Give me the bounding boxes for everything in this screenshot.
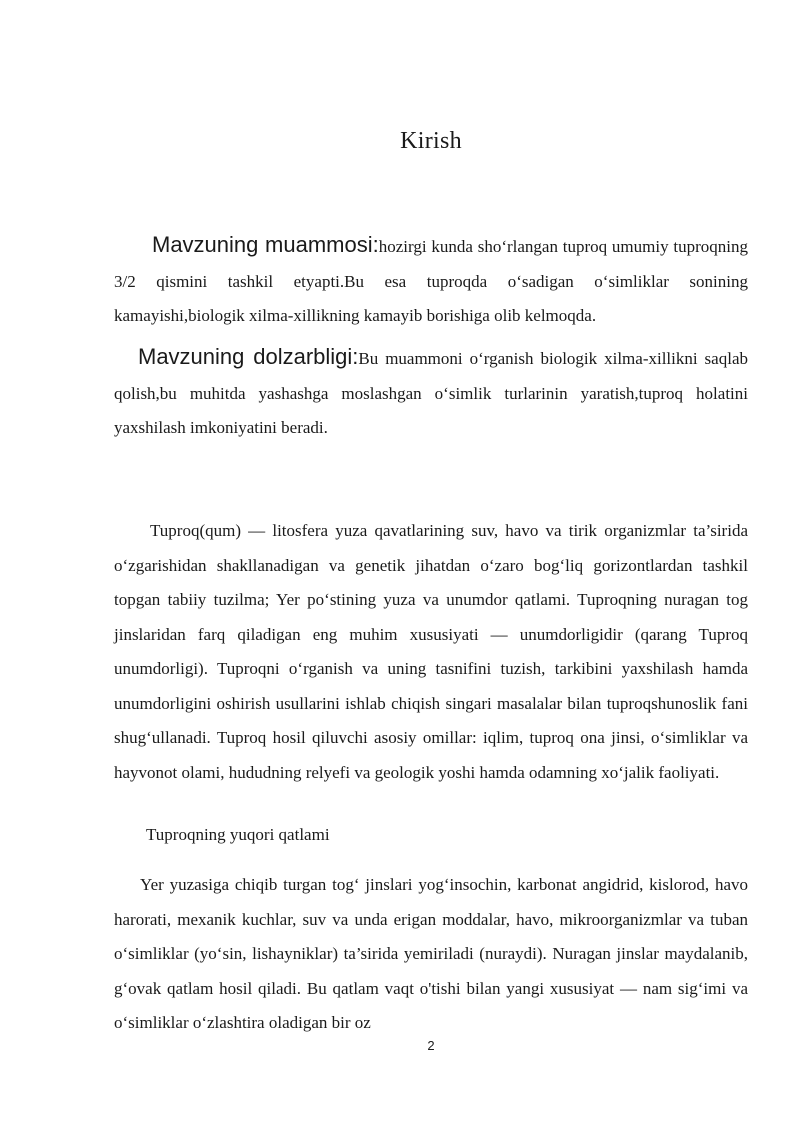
page-number: 2 xyxy=(427,1038,435,1053)
page-title: Kirish xyxy=(400,128,462,154)
problem-text: hozirgi kunda sho‘rlangan tuproq umumiy tuproqning 3/2 qismini tashkil etyapti.Bu esa tuproqda o‘sadigan o‘simliklar sonining kamayishi,biologik xilma-xillikning kamayib borishiga olib kelmoqda. xyxy=(114,237,748,325)
relevance-paragraph xyxy=(114,340,748,446)
problem-paragraph xyxy=(114,228,748,334)
problem-heading: Mavzuning muammosi: xyxy=(152,232,379,257)
body-paragraph-soil: Tuproq(qum) — litosfera yuza qavatlarining suv, havo va tirik organizmlar ta’sirida o‘zgarishidan shakllanadigan va genetik jihatdan o‘zaro bog‘liq gorizontlardan tashkil topgan tabiiy tuzilma; Yer po‘stining yuza va unumdor qatlami. Tuproqning nuragan tog jinslaridan farq qiladigan eng muhim xususiyati — unumdorligidir (qarang Tuproq unumdorligi). Tuproqni o‘rganish va uning tasnifini tuzish, tarkibini yaxshilash hamda unumdorligini oshirish usullarini ishlab chiqish singari masalalar bilan tuproqshunoslik fani shug‘ullanadi. Tuproq hosil qiluvchi asosiy omillar: iqlim, tuproq ona jinsi, o‘simliklar va hayvonot olami, hududning relyefi va geologik yoshi hamda odamning xo‘jalik faoliyati. xyxy=(114,521,748,782)
relevance-heading: Mavzuning dolzarbligi: xyxy=(138,344,359,369)
body-paragraph-weathering: Yer yuzasiga chiqib turgan tog‘ jinslari yog‘insochin, karbonat angidrid, kislorod, havo harorati, mexanik kuchlar, suv va unda erigan moddalar, havo, mikroorganizmlar va tuban o‘simliklar (yo‘sin, lishayniklar) ta’sirida yemiriladi (nuraydi). Nuragan jinslar maydalanib, g‘ovak qatlam hosil qiladi. Bu qatlam vaqt o'tishi bilan yangi xususiyat — nam sig‘imi va o‘simliklar o‘zlashtira oladigan bir oz xyxy=(114,875,748,1032)
relevance-text: Bu muammoni o‘rganish biologik xilma-xillikni saqlab qolish,bu muhitda yashashga moslashgan o‘simlik turlarinin yaratish,tuproq holatini yaxshilash imkoniyatini beradi. xyxy=(114,349,748,437)
section-subheading: Tuproqning yuqori qatlami xyxy=(146,825,330,844)
